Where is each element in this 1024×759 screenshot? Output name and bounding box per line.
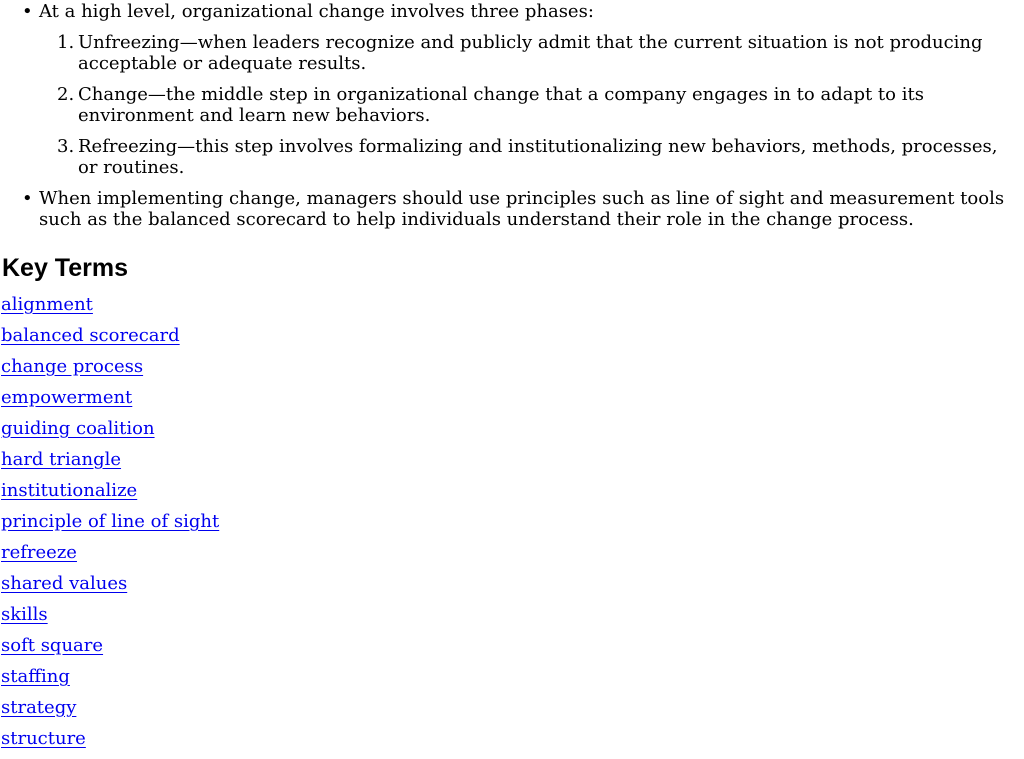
summary-list [0,0,1024,230]
key-term-link-soft-square[interactable]: soft square [1,635,104,656]
key-term-link-alignment[interactable]: alignment [1,294,93,315]
phase-list [39,32,1016,178]
phase-item-refreezing [57,136,1016,178]
key-term-link-hard-triangle[interactable]: hard triangle [1,449,122,470]
phase-number: 1. [57,32,75,53]
key-term-link-refreeze[interactable]: refreeze [1,542,77,563]
key-term-link-strategy[interactable]: strategy [1,697,77,718]
key-term-link-structure[interactable]: structure [1,728,86,749]
phase-number: 2. [57,84,75,105]
key-terms-list [1,294,1024,759]
key-term-link-guiding-coalition[interactable]: guiding coalition [1,418,155,439]
key-term-link-change-process[interactable]: change process [1,356,144,377]
phase-text: Refreezing—this step involves formalizing and institutionalizing new behaviors, methods, processes, or routines. [78,136,998,178]
key-term-link-institutionalize[interactable]: institutionalize [1,480,138,501]
key-term-link-empowerment[interactable]: empowerment [1,387,133,408]
summary-item-phases [39,1,1024,178]
key-term-link-skills[interactable]: skills [1,604,48,625]
phase-text: Unfreezing—when leaders recognize and publicly admit that the current situation is not producing acceptable or adequate results. [78,32,983,74]
key-term-link-staffing[interactable]: staffing [1,666,70,687]
key-term-link-shared-values[interactable]: shared values [1,573,128,594]
summary-item-implementation [39,188,1024,230]
phase-item-unfreezing [57,32,1016,74]
key-terms-heading: Key Terms [2,254,128,282]
phase-item-change [57,84,1016,126]
phases-intro-text: At a high level, organizational change involves three phases: [39,1,594,22]
key-term-link-principle-of-line-of-sight[interactable]: principle of line of sight [1,511,220,532]
phase-number: 3. [57,136,75,157]
implementation-text: When implementing change, managers should use principles such as line of sight and measurement tools such as the balanced scorecard to help individuals understand their role in the change process. [39,188,1005,230]
key-term-link-balanced-scorecard[interactable]: balanced scorecard [1,325,180,346]
phase-text: Change—the middle step in organizational change that a company engages in to adapt to its environment and learn new behaviors. [78,84,924,126]
